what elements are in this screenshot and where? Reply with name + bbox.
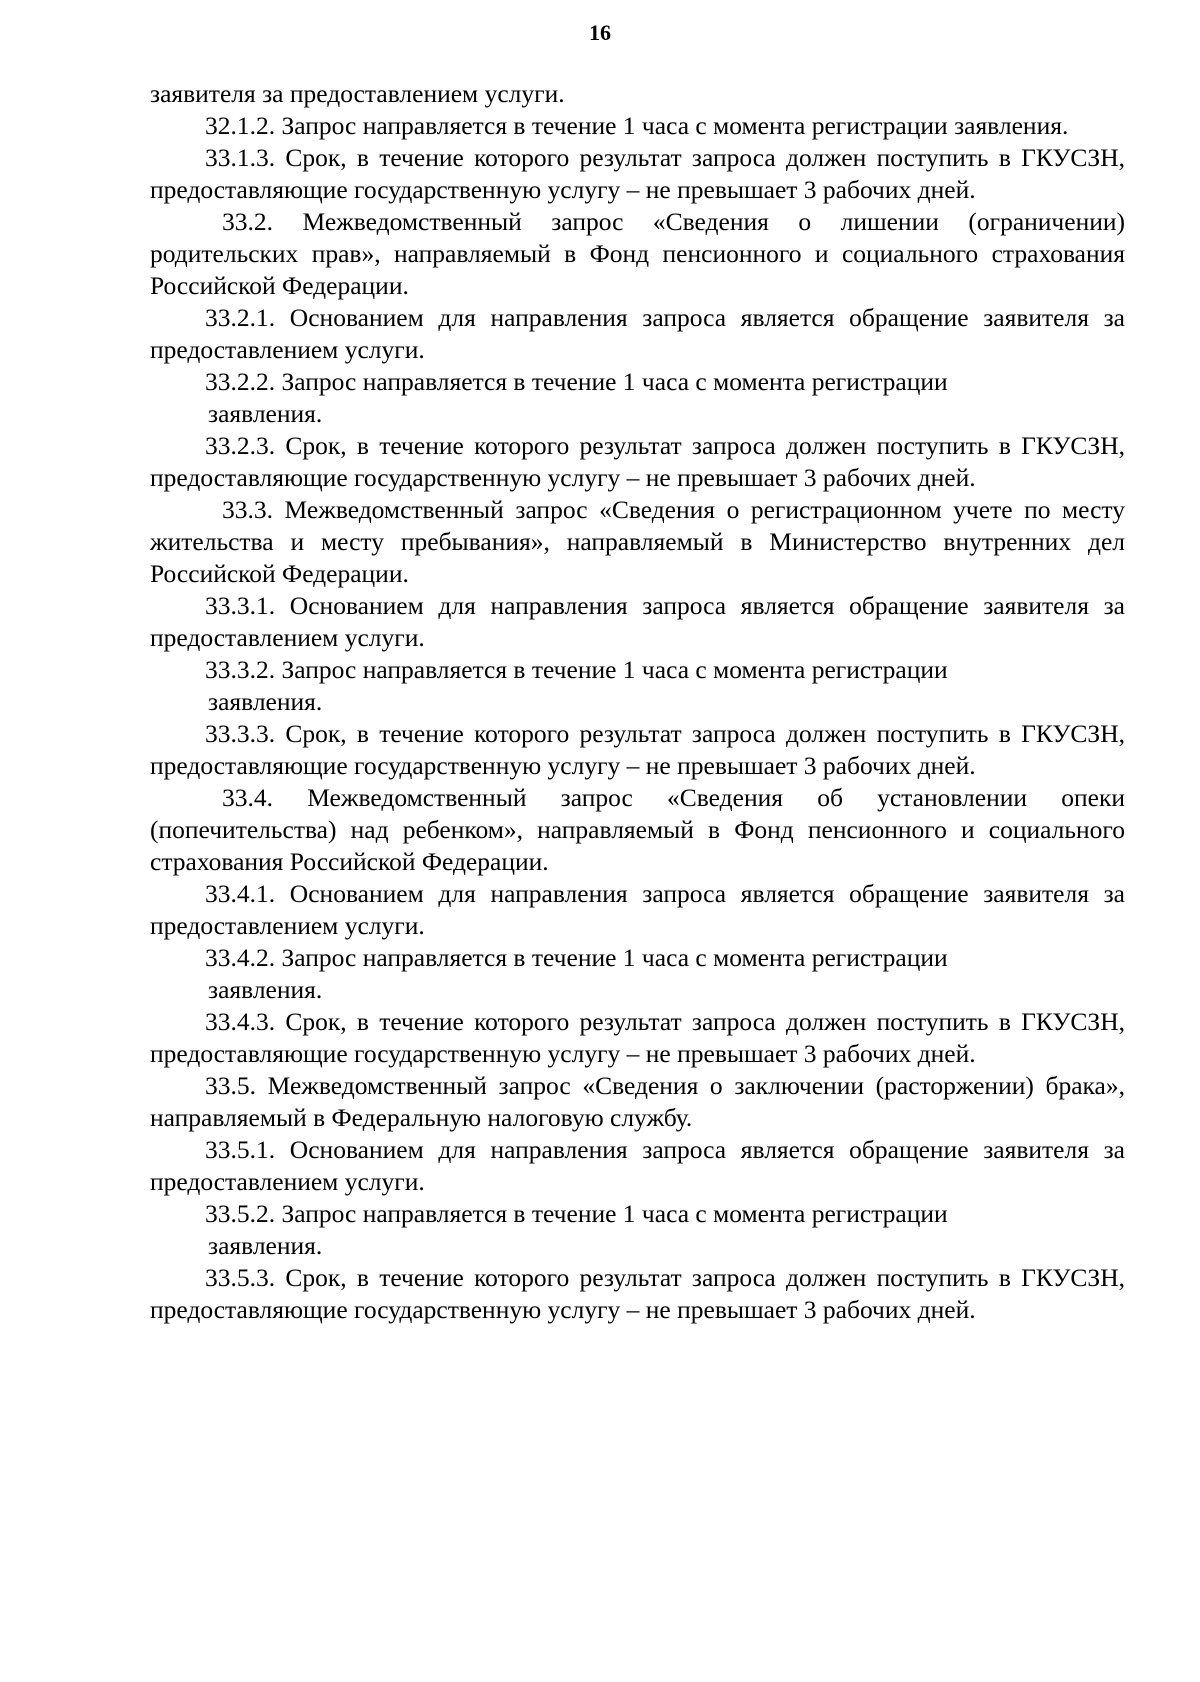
- paragraph-33-5-2: 33.5.2. Запрос направляется в течение 1 часа с момента регистрации: [205, 1199, 948, 1228]
- paragraph-33-3-2: 33.3.2. Запрос направляется в течение 1 часа с момента регистрации: [205, 655, 948, 684]
- document-body: [150, 78, 1125, 1326]
- paragraph-33-2-2: 33.2.2. Запрос направляется в течение 1 часа с момента регистрации: [205, 367, 948, 396]
- paragraph-33-5-3: 33.5.3. Срок, в течение которого результат запроса должен поступить в ГКУСЗН, предоставляющие государственную услугу – не превышает 3 рабочих дней.: [150, 1263, 1125, 1324]
- page-number: 16: [589, 20, 611, 45]
- paragraph-33-3-3: 33.3.3. Срок, в течение которого результат запроса должен поступить в ГКУСЗН, предоставляющие государственную услугу – не превышает 3 рабочих дней.: [150, 719, 1125, 780]
- paragraph-33-3-1: 33.3.1. Основанием для направления запроса является обращение заявителя за предоставлением услуги.: [150, 591, 1125, 652]
- paragraph-33-5-2-continuation: заявления.: [208, 1231, 323, 1260]
- paragraph-33-3-2-continuation: заявления.: [208, 687, 323, 716]
- paragraph-continuation: заявителя за предоставлением услуги.: [150, 79, 565, 108]
- paragraph-33-1-3: 33.1.3. Срок, в течение которого результат запроса должен поступить в ГКУСЗН, предоставляющие государственную услугу – не превышает 3 рабочих дней.: [150, 143, 1125, 204]
- paragraph-33-3: 33.3. Межведомственный запрос «Сведения о регистрационном учете по месту жительства и месту пребывания», направляемый в Министерство внутренних дел Российской Федерации.: [150, 495, 1125, 588]
- paragraph-33-4: 33.4. Межведомственный запрос «Сведения об установлении опеки (попечительства) над ребенком», направляемый в Фонд пенсионного и социального страхования Российской Федерации.: [150, 783, 1125, 876]
- paragraph-33-2: 33.2. Межведомственный запрос «Сведения о лишении (ограничении) родительских прав», направляемый в Фонд пенсионного и социального страхования Российской Федерации.: [150, 207, 1125, 300]
- paragraph-33-2-3: 33.2.3. Срок, в течение которого результат запроса должен поступить в ГКУСЗН, предоставляющие государственную услугу – не превышает 3 рабочих дней.: [150, 431, 1125, 492]
- paragraph-32-1-2: 32.1.2. Запрос направляется в течение 1 часа с момента регистрации заявления.: [205, 111, 1069, 140]
- paragraph-33-4-2: 33.4.2. Запрос направляется в течение 1 часа с момента регистрации: [205, 943, 948, 972]
- paragraph-33-5: 33.5. Межведомственный запрос «Сведения о заключении (расторжении) брака», направляемый в Федеральную налоговую службу.: [150, 1071, 1125, 1132]
- paragraph-33-4-3: 33.4.3. Срок, в течение которого результат запроса должен поступить в ГКУСЗН, предоставляющие государственную услугу – не превышает 3 рабочих дней.: [150, 1007, 1125, 1068]
- paragraph-33-2-2-continuation: заявления.: [208, 399, 323, 428]
- paragraph-33-4-2-continuation: заявления.: [208, 975, 323, 1004]
- paragraph-33-4-1: 33.4.1. Основанием для направления запроса является обращение заявителя за предоставлением услуги.: [150, 879, 1125, 940]
- paragraph-33-5-1: 33.5.1. Основанием для направления запроса является обращение заявителя за предоставлением услуги.: [150, 1135, 1125, 1196]
- paragraph-33-2-1: 33.2.1. Основанием для направления запроса является обращение заявителя за предоставлением услуги.: [150, 303, 1125, 364]
